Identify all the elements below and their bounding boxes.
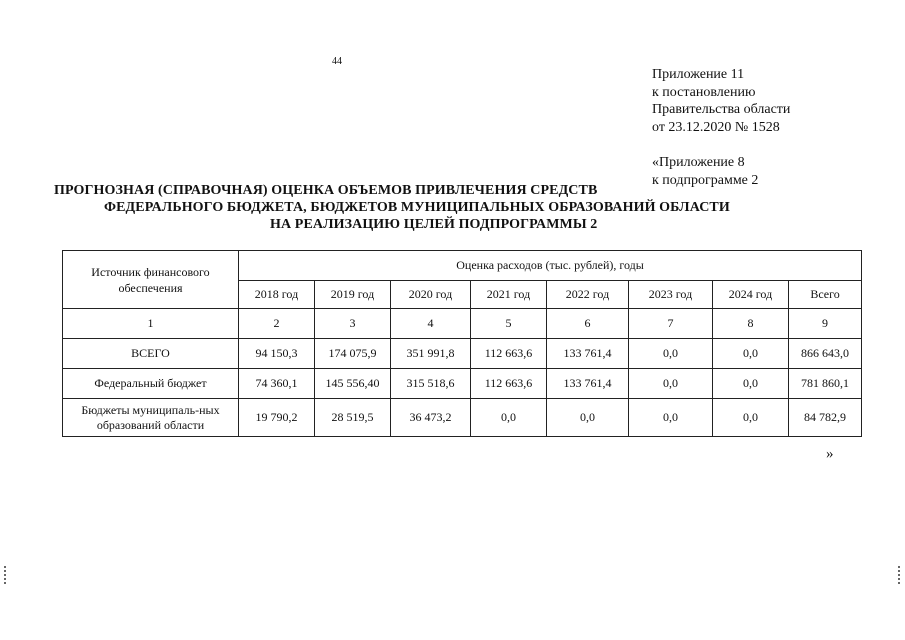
table-cell: 133 761,4: [547, 339, 629, 369]
table-row-total: [63, 339, 862, 369]
table-cell: 0,0: [471, 399, 547, 437]
title-line: ФЕДЕРАЛЬНОГО БЮДЖЕТА, БЮДЖЕТОВ МУНИЦИПАЛЬНЫХ ОБРАЗОВАНИЙ ОБЛАСТИ: [104, 200, 730, 215]
year-header: 2022 год: [547, 281, 629, 309]
column-number: 8: [713, 309, 789, 339]
source-header: Источник финансового обеспечения: [63, 251, 239, 309]
title-line: НА РЕАЛИЗАЦИЮ ЦЕЛЕЙ ПОДПРОГРАММЫ 2: [270, 217, 598, 232]
row-label: ВСЕГО: [63, 339, 239, 369]
year-header: 2020 год: [391, 281, 471, 309]
table-cell: 0,0: [713, 399, 789, 437]
column-number: 3: [315, 309, 391, 339]
column-number: 1: [63, 309, 239, 339]
table-cell: 145 556,40: [315, 369, 391, 399]
table-cell: 0,0: [629, 369, 713, 399]
table-cell: 0,0: [629, 339, 713, 369]
table-cell: 0,0: [713, 369, 789, 399]
table-cell: 28 519,5: [315, 399, 391, 437]
table-cell: 84 782,9: [789, 399, 862, 437]
appendix-line: Правительства области: [652, 102, 791, 117]
financing-table: [62, 250, 862, 437]
column-number: 2: [239, 309, 315, 339]
column-number: 4: [391, 309, 471, 339]
page-number: 44: [332, 56, 342, 67]
table-row-municipal: [63, 399, 862, 437]
column-number-row: [63, 309, 862, 339]
table-cell: 94 150,3: [239, 339, 315, 369]
table-cell: 866 643,0: [789, 339, 862, 369]
column-number: 6: [547, 309, 629, 339]
column-number: 5: [471, 309, 547, 339]
year-header: 2023 год: [629, 281, 713, 309]
row-label: Федеральный бюджет: [63, 369, 239, 399]
table-cell: 0,0: [629, 399, 713, 437]
scan-edge-mark: [898, 566, 900, 584]
estimate-header: Оценка расходов (тыс. рублей), годы: [239, 251, 862, 281]
row-label: Бюджеты муниципаль-ных образований области: [63, 399, 239, 437]
total-header: Всего: [789, 281, 862, 309]
table-cell: 0,0: [713, 339, 789, 369]
table-cell: 112 663,6: [471, 339, 547, 369]
table-cell: 351 991,8: [391, 339, 471, 369]
table-cell: 74 360,1: [239, 369, 315, 399]
appendix-line: к постановлению: [652, 84, 756, 100]
table-cell: 112 663,6: [471, 369, 547, 399]
column-number: 7: [629, 309, 713, 339]
table-row-federal: [63, 369, 862, 399]
closing-quote: »: [826, 446, 834, 462]
table-cell: 315 518,6: [391, 369, 471, 399]
year-header: 2018 год: [239, 281, 315, 309]
table-cell: 36 473,2: [391, 399, 471, 437]
column-number: 9: [789, 309, 862, 339]
appendix-line: Приложение 11: [652, 67, 745, 82]
appendix-line: от 23.12.2020 № 1528: [652, 119, 780, 135]
year-header: 2021 год: [471, 281, 547, 309]
header-row: [63, 251, 862, 281]
year-header: 2024 год: [713, 281, 789, 309]
table-cell: 0,0: [547, 399, 629, 437]
sub-appendix-line: к подпрограмме 2: [652, 172, 759, 188]
table-cell: 19 790,2: [239, 399, 315, 437]
table-cell: 781 860,1: [789, 369, 862, 399]
year-header: 2019 год: [315, 281, 391, 309]
appendix-reference: [652, 66, 790, 136]
document-title: [40, 182, 840, 233]
table-cell: 174 075,9: [315, 339, 391, 369]
sub-appendix-line: «Приложение 8: [652, 155, 745, 170]
scan-edge-mark: [4, 566, 6, 584]
title-line: ПРОГНОЗНАЯ (СПРАВОЧНАЯ) ОЦЕНКА ОБЪЕМОВ ПРИВЛЕЧЕНИЯ СРЕДСТВ: [54, 183, 598, 198]
table-cell: 133 761,4: [547, 369, 629, 399]
